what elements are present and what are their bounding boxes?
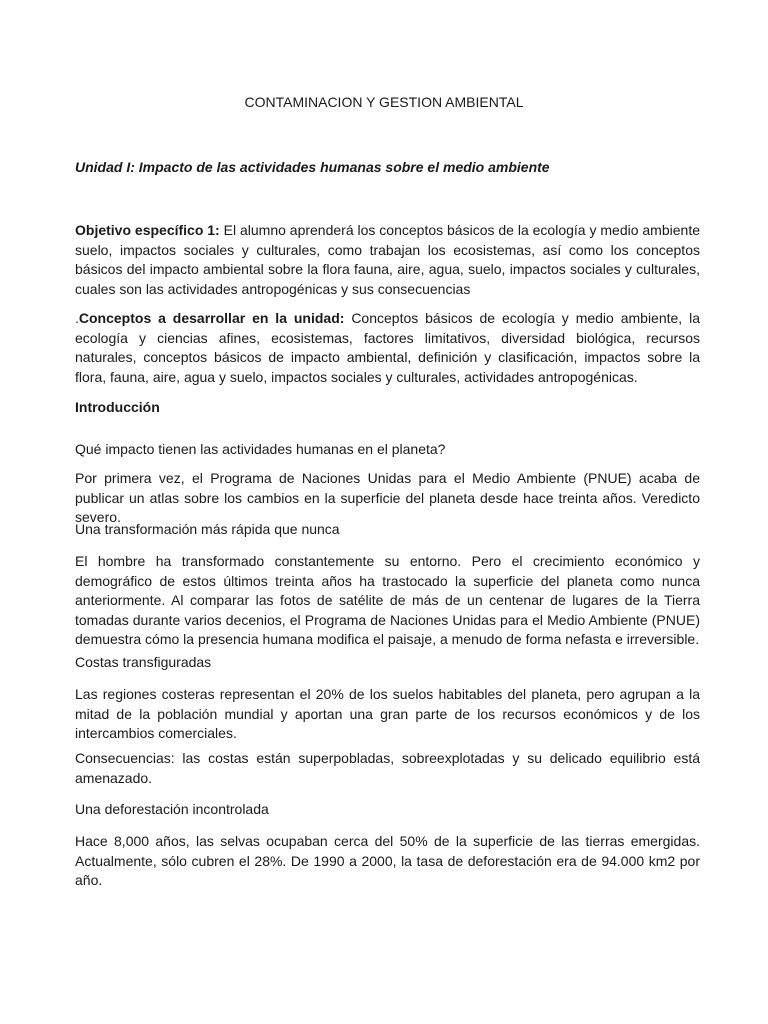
subheading-deforestation: Una deforestación incontrolada — [75, 801, 269, 817]
pnue-paragraph: Por primera vez, el Programa de Naciones Unidas para el Medio Ambiente (PNUE) acaba de publicar un atlas sobre los cambios en la superficie del planeta desde hace treinta años. Veredicto severo. — [75, 470, 700, 525]
concepts-paragraph — [75, 309, 700, 387]
transformation-paragraph: El hombre ha transformado constantemente su entorno. Pero el crecimiento económico y demográfico de estos últimos treinta años ha trastocado la superficie del planeta como nunca anteriormente. Al comparar las fotos de satélite de más de un centenar de lugares de la Tierra tomadas durante varios decenios, el Programa de Naciones Unidas para el Medio Ambiente (PNUE) demuestra cómo la presencia humana modifica el paisaje, a menudo de forma nefasta e irreversible. — [75, 553, 700, 647]
concepts-prefix: . — [75, 310, 79, 326]
coasts-paragraph: Las regiones costeras representan el 20% de los suelos habitables del planeta, pero agrupan a la mitad de la población mundial y aportan una gran parte de los recursos económicos y de los intercambios comerciales. — [75, 686, 700, 741]
objective-text: El alumno aprenderá los conceptos básicos de la ecología y medio ambiente suelo, impactos sociales y culturales, como trabajan los ecosistemas, así como los conceptos básicos del impacto ambiental sobre la flora fauna, aire, agua, suelo, impactos sociales y culturales, cuales son las actividades antropogénicas y sus consecuencias — [75, 222, 700, 297]
intro-heading: Introducción — [75, 399, 160, 415]
objective-label: Objetivo específico 1: — [75, 222, 220, 238]
concepts-label: Conceptos a desarrollar en la unidad: — [78, 310, 345, 326]
consequences-paragraph: Consecuencias: las costas están superpobladas, sobreexplotadas y su delicado equilibrio está amenazado. — [75, 750, 700, 786]
document-title: CONTAMINACION Y GESTION AMBIENTAL — [244, 94, 524, 110]
objective-paragraph — [75, 221, 700, 299]
unit-heading: Unidad I: Impacto de las actividades humanas sobre el medio ambiente — [75, 159, 550, 175]
subheading-transformation: Una transformación más rápida que nunca — [75, 521, 340, 537]
question-text: Qué impacto tienen las actividades humanas en el planeta? — [75, 441, 446, 457]
subheading-coasts: Costas transfiguradas — [75, 654, 212, 670]
concepts-text: Conceptos básicos de ecología y medio ambiente, la ecología y ciencias afines, ecosistemas, factores limitativos, diversidad biológica, recursos naturales, conceptos básicos de impacto ambiental, definición y clasificación, impactos sobre la flora, fauna, aire, agua y suelo, impactos sociales y culturales, actividades antropogénicas. — [75, 310, 700, 385]
deforestation-paragraph: Hace 8,000 años, las selvas ocupaban cerca del 50% de la superficie de las tierras emergidas. Actualmente, sólo cubren el 28%. De 1990 a 2000, la tasa de deforestación era de 94.000 km2 por año. — [75, 833, 700, 888]
